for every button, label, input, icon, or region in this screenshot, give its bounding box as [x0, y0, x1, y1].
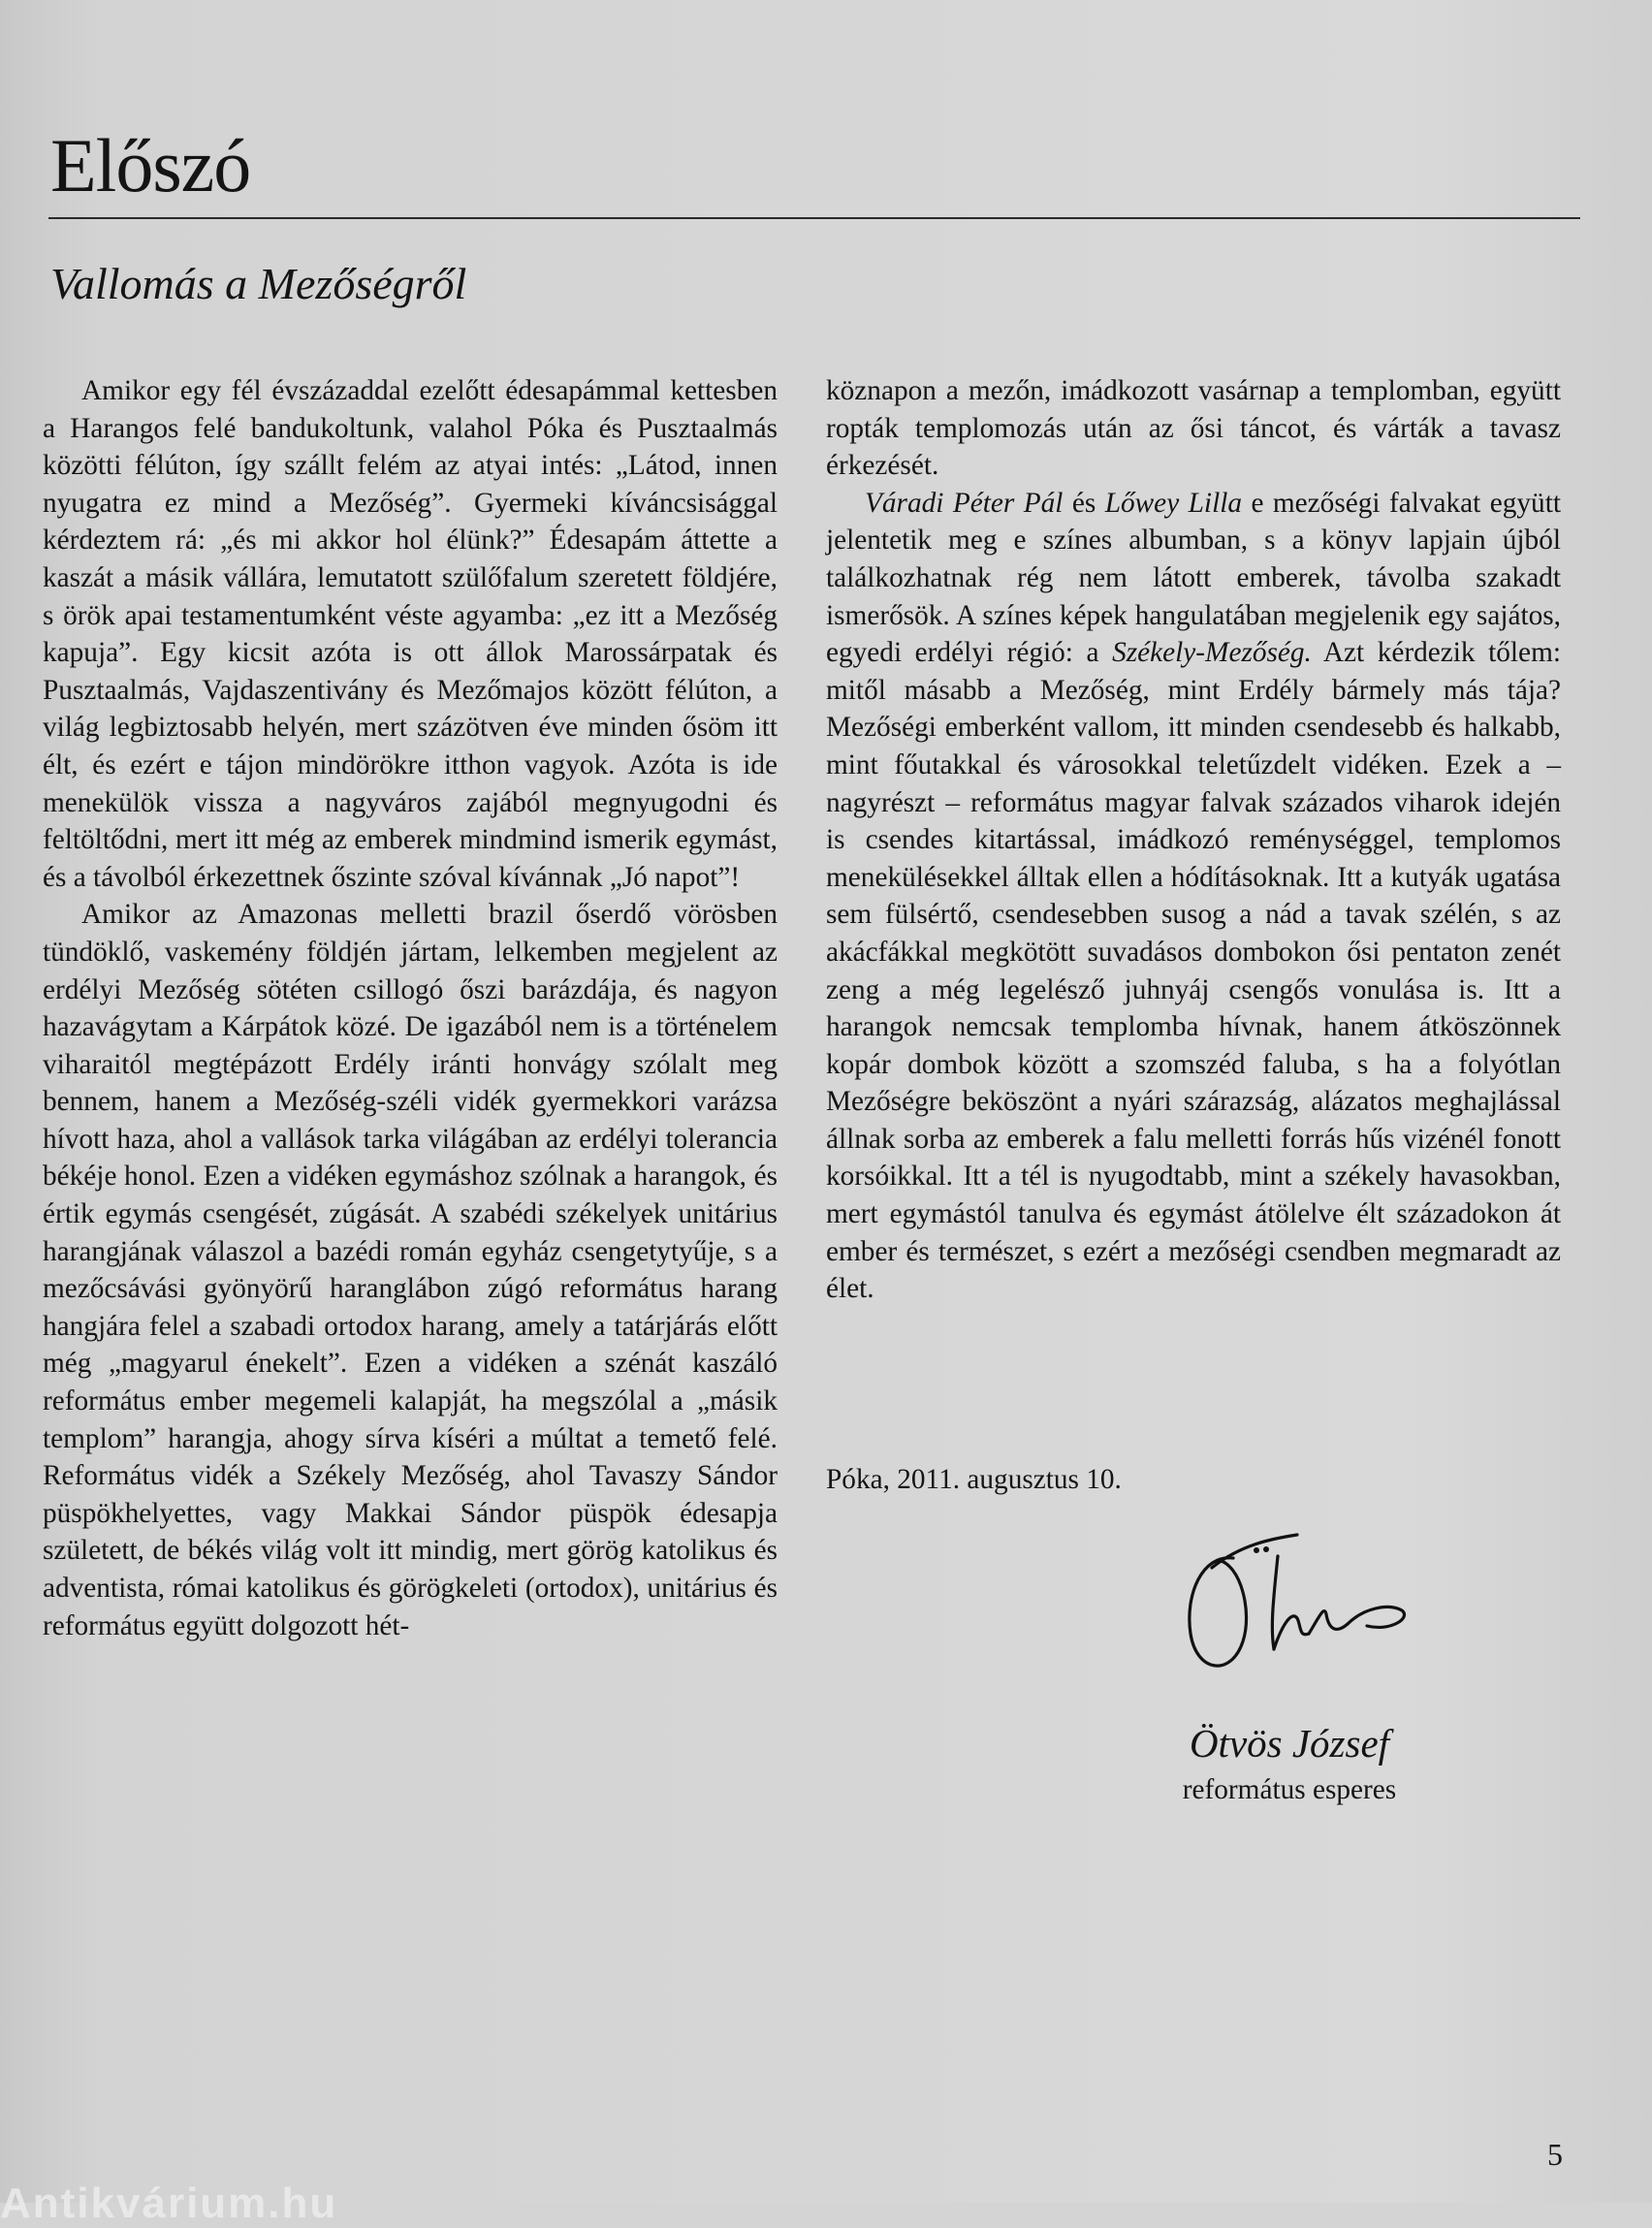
- watermark: Antikvárium.hu: [0, 2180, 338, 2227]
- page-number: 5: [1547, 2137, 1563, 2172]
- signer-title: református esperes: [1182, 1774, 1397, 1805]
- paragraph: Amikor egy fél évszázaddal ezelőtt édesapámmal kettesben a Harangos felé bandukoltunk, valahol Póka és Pusztaalmás közötti félúton, így szállt felém az atyai intés: „Látod, innen nyugatra ez mind a Mezőség”. Gyermeki kíváncsisággal kérdeztem rá: „és mi akkor hol élünk?” Édesapám áttette a kaszát a másik vállára, lemutatott szülőfalum szeretett földjére, s örök apai testamentumként véste agyamba: „ez itt a Mezőség kapuja”. Egy kicsit azóta is ott állok Marossárpatak és Pusztaalmás, Vajdaszentivány és Mezőmajos között félúton, a világ legbiztosabb helyén, mert százötven éve minden ősöm itt élt, és ezért e tájon mindörökre itthon vagyok. Azóta is ide menekülök vissza a nagyváros zajából megnyugodni és feltöltődni, mert itt még az emberek mindmind ismerik egymást, és a távolból érkezettnek őszinte szóval kívánnak „Jó napot”!: [43, 375, 778, 893]
- text-fragment: e mezőségi falvakat együtt jelentetik meg e színes albumban, s a könyv lapjain újból találkozhatnak rég nem látott emberek, távolba szakadt ismerősök. A színes képek hangulatában megjelenik egy sajátos, egyedi erdélyi régió: a: [826, 487, 1561, 669]
- left-column: [43, 372, 778, 1644]
- page-subtitle: Vallomás a Mezőségről: [50, 259, 467, 308]
- right-column: [826, 372, 1561, 1308]
- page-title: Előszó: [50, 123, 251, 207]
- author-name: Váradi Péter Pál: [865, 487, 1064, 519]
- paragraph: [826, 485, 1561, 1308]
- handwritten-signature: [1173, 1517, 1425, 1702]
- region-name: Székely-Mezőség.: [1112, 637, 1312, 669]
- text-fragment: Azt kérdezik tőlem: mitől másabb a Mezőség, mint Erdély bármely más tája? Mezőségi emberként vallom, itt minden csendesebb és halkabb, mint főutakkal és városokkal teletűzdelt vidéken. Ezek a – nagyrészt – református magyar falvak százados viharok idején is csendes kitartással, imádkozó reménységgel, templomos menekülésekkel álltak ellen a hódításoknak. Itt a kutyák ugatása sem fülsértő, csendesebben susog a nád a tavak szélén, s az akácfákkal megkötött suvadásos dombokon ősi pentaton zenét zeng a még legelésző juhnyáj csengős vonulása is. Itt a harangok nemcsak templomba hívnak, hanem átköszönnek kopár dombok között a szomszéd faluba, s ha a folyótlan Mezőségre beköszönt a nyári szárazság, alázatos meghajlással állnak sorba az emberek a falu melletti forrás hűs vizénél fonott korsóikkal. Itt a tél is nyugodtabb, mint a székely havasokban, mert egymástól tanulva és egymást átölelve élt századokon át ember és természet, s ezért a mezőségi csendben megmaradt az élet.: [826, 637, 1561, 1305]
- paragraph: Amikor az Amazonas melletti brazil őserdő vörösben tündöklő, vaskemény földjén jártam, lelkemben megjelent az erdélyi Mezőség sötéten csillogó őszi barázdája, és nagyon hazavágytam a Kárpátok közé. De igazából nem is a történelem viharaitól megtépázott Erdély iránti honvágy szólalt meg bennem, hanem a Mezőség-széli vidék gyermekkori varázsa hívott haza, ahol a vallások tarka világában az erdélyi tolerancia békéje honol. Ezen a vidéken egymáshoz szólnak a harangok, és értik egymás csengését, zúgását. A szabédi székelyek unitárius harangjának válaszol a bazédi román egyház csengetytyűje, s a mezőcsávási gyönyörű haranglábon zúgó református harang hangjára felel a szabadi ortodox harang, amely a tatárjárás előtt még „magyarul énekelt”. Ezen a vidéken a szénát kaszáló református ember megemeli kalapját, ha megszólal a „másik templom” harangja, ahogy sírva kíséri a múltat a temető felé. Református vidék a Székely Mezőség, ahol Tavaszy Sándor püspökhelyettes, vagy Makkai Sándor püspök édesapja született, de békés világ volt itt mindig, mert görög katolikus és adventista, római katolikus és görögkeleti (ortodox), unitárius és református együtt dolgozott hét-: [43, 899, 778, 1641]
- title-rule: [48, 217, 1580, 219]
- paragraph-continuation: köznapon a mezőn, imádkozott vasárnap a templomban, együtt ropták templomozás után az ősi táncot, és várták a tavasz érkezését.: [826, 375, 1561, 482]
- author-name: Lőwey Lilla: [1104, 487, 1242, 519]
- signer-name: Ötvös József: [1189, 1721, 1390, 1766]
- text-fragment: és: [1063, 487, 1105, 519]
- dateline: Póka, 2011. augusztus 10.: [826, 1464, 1122, 1495]
